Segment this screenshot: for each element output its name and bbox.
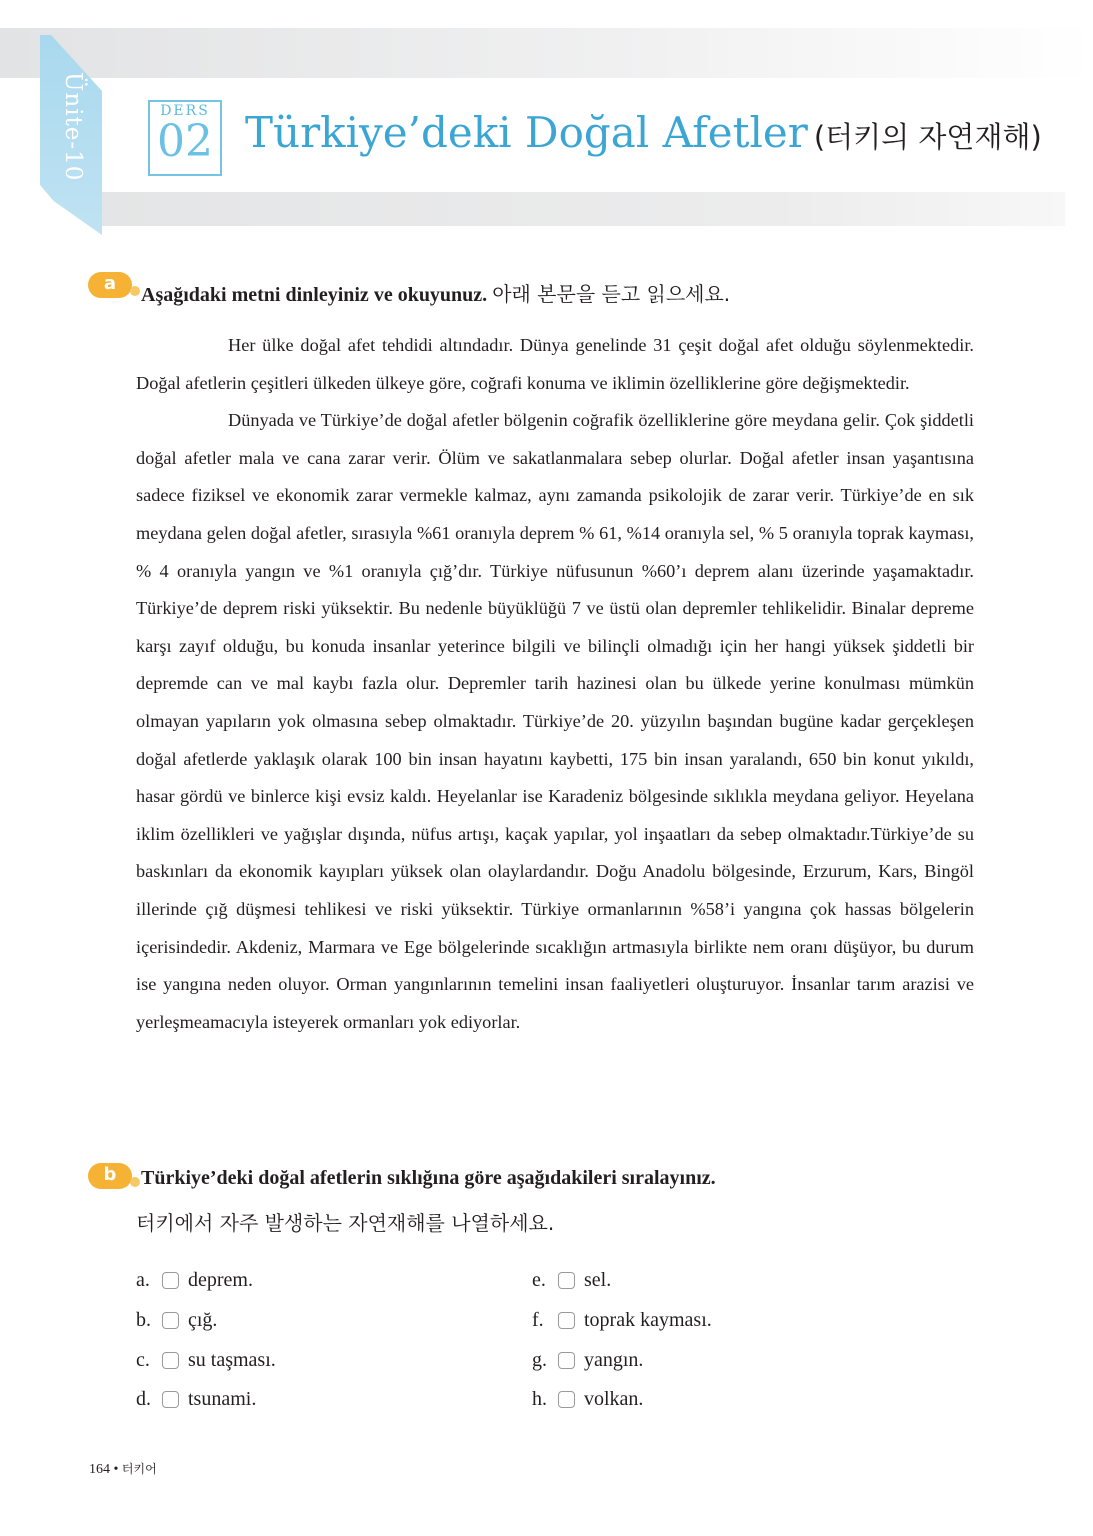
option-text: volkan.	[584, 1387, 644, 1410]
option-g	[532, 1347, 643, 1373]
option-c	[136, 1347, 276, 1373]
option-f-checkbox[interactable]	[558, 1312, 575, 1329]
page-footer	[89, 1460, 157, 1478]
option-d	[136, 1386, 256, 1412]
option-h-checkbox[interactable]	[558, 1391, 575, 1408]
option-text: toprak kayması.	[584, 1308, 712, 1331]
option-text: deprem.	[188, 1268, 253, 1291]
option-letter: d.	[136, 1387, 151, 1410]
title-underline-bar	[90, 192, 1065, 226]
option-h	[532, 1386, 643, 1412]
section-b-badge: b	[88, 1163, 132, 1189]
option-text: yangın.	[584, 1348, 644, 1371]
section-b-instruction-korean: 터키에서 자주 발생하는 자연재해를 나열하세요.	[136, 1211, 555, 1235]
option-letter: e.	[532, 1268, 546, 1291]
footer-separator: •	[113, 1462, 119, 1477]
reading-passage	[136, 327, 974, 1041]
option-e	[532, 1267, 611, 1293]
section-b-instruction: Türkiye’deki doğal afetlerin sıklığına göre aşağıdakileri sıralayınız.	[141, 1167, 716, 1189]
option-a	[136, 1267, 253, 1293]
page-title-korean: (터키의 자연재해)	[813, 120, 1042, 154]
section-a-instruction-text: Aşağıdaki metni dinleyiniz ve okuyunuz.	[141, 284, 488, 306]
page-title	[245, 108, 1042, 157]
option-g-checkbox[interactable]	[558, 1352, 575, 1369]
option-letter: a.	[136, 1268, 150, 1291]
passage-paragraph-2: Dünyada ve Türkiye’de doğal afetler bölgenin coğrafik özelliklerine göre meydana gelir. Çok şiddetli doğal afetler mala ve cana zarar verir. Ölüm ve sakatlanmalara sebep olurlar. Doğal afetler insan yaşantısına sadece fiziksel ve ekonomik zarar vermekle kalmaz, aynı zamanda psikolojik de zarar verir. Türkiye’de en sık meydana gelen doğal afetler, sırasıyla %61 oranıyla deprem % 61, %14 oranıyla sel, % 5 oranıyla toprak kayması, % 4 oranıyla yangın ve %1 oranıyla çığ’dır. Türkiye nüfusunun %60’ı deprem alanı üzerinde yaşamaktadır. Türkiye’de deprem riski yüksektir. Bu nedenle büyüklüğü 7 ve üstü olan depremler tehlikelidir. Binalar depreme karşı zayıf olduğu, bu konuda insanlar yeterince bilgili ve bilinçli olmadığı için her hangi yüksek şiddetli bir depremde can ve mal kaybı fazla olur. Depremler tarih hazinesi olan bu ülkede yerine konulması mümkün olmayan yapıların yok olmasına sebep olmaktadır. Türkiye’de 20. yüzyılın başından bugüne kadar gerçekleşen doğal afetlerde yaklaşık olarak 100 bin insan hayatını kaybetti, 175 bin insan yaralandı, 650 bin konut yıkıldı, hasar gördü ve binlerce kişi evsiz kaldı. Heyelanlar ise Karadeniz bölgesinde sıklıkla meydana geliyor. Heyelana iklim özellikleri ve yağışlar dışında, nüfus artışı, kaçak yapılar, yol inşaatları da sebep olmaktadır.Türkiye’de su baskınları da ekonomik kayıpları yüksek olan olaylardandır. Doğu Anadolu bölgesinde, Erzurum, Kars, Bingöl illerinde çığ düşmesi tehlikesi ve riski yüksektir. Türkiye ormanlarının %58’i yangına çok hassas bölgelerin içerisindedir. Akdeniz, Marmara ve Ege bölgelerinde sıcaklığın artmasıyla birlikte nem oranı düşüyor, bu durum ise yangına neden oluyor. Orman yangınlarının temelini insan faaliyetleri oluşturuyor. İnsanlar tarım arazisi ve yerleşmeamacıyla isteyerek ormanları yok ediyorlar.	[136, 410, 974, 1032]
option-c-checkbox[interactable]	[162, 1352, 179, 1369]
option-letter: g.	[532, 1348, 547, 1371]
passage-paragraph-1: Her ülke doğal afet tehdidi altındadır. Dünya genelinde 31 çeşit doğal afet olduğu söylenmektedir. Doğal afetlerin çeşitleri ülkeden ülkeye göre, coğrafi konuma ve iklimin özelliklerine göre değişmektedir.	[136, 335, 974, 393]
option-text: su taşması.	[188, 1348, 276, 1371]
section-a-badge: a	[88, 272, 132, 298]
option-b-checkbox[interactable]	[162, 1312, 179, 1329]
option-text: çığ.	[188, 1308, 218, 1331]
page-number: 164	[89, 1462, 110, 1477]
option-letter: b.	[136, 1308, 151, 1331]
option-text: sel.	[584, 1268, 612, 1291]
unit-label: Ünite-10	[60, 72, 86, 182]
option-letter: h.	[532, 1387, 547, 1410]
option-letter: f.	[532, 1308, 544, 1331]
option-f	[532, 1307, 712, 1333]
option-letter: c.	[136, 1348, 150, 1371]
header-band	[0, 28, 1093, 78]
lesson-badge	[148, 100, 222, 176]
book-title: 터키어	[121, 1462, 157, 1476]
option-b	[136, 1307, 217, 1333]
section-a-instruction	[141, 278, 730, 307]
page-title-text: Türkiye’deki Doğal Afetler	[245, 108, 808, 157]
option-e-checkbox[interactable]	[558, 1272, 575, 1289]
option-a-checkbox[interactable]	[162, 1272, 179, 1289]
section-a-instruction-korean: 아래 본문을 듣고 읽으세요.	[492, 282, 731, 306]
lesson-word: DERS	[160, 103, 210, 119]
option-d-checkbox[interactable]	[162, 1391, 179, 1408]
lesson-number: 02	[157, 116, 213, 167]
option-text: tsunami.	[188, 1387, 257, 1410]
